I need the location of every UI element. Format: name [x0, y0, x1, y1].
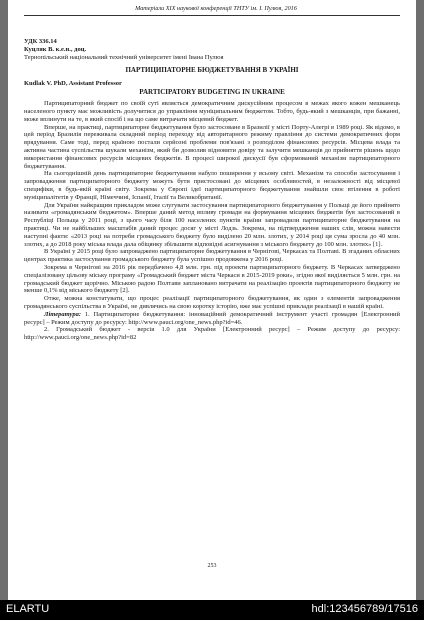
repository-label: ELARTU [6, 603, 50, 615]
paragraph-4: Для України найкращим прикладом може слугувати застосування партиципаторного бюджетування у Польщі де його прийнято називати «громадянським бюджетом». Вперше даний метод впливу громади на формування місцевих бюджетів був застосований в Республіці Польща у 2011 році, з цього часу біля 100 населених пунктів країни запровадили партиципаторне бюджетування на практиці. Чи не найбільших масштабів даний процес досяг у місті Лодзь. Зокрема, на підтвердження наших слів, можна навести наступні факти: «2013 році на потреби громадського бюджету було виділено 20 млн. злотих, у 2014 році ця сума зросла до 40 млн. злотих, а до 2018 року міська влада дала обіцянку збільшити відповідні асигнування з міського бюджету до 100 млн. злотих» [1]. [24, 201, 400, 248]
paragraph-2: Вперше, на практиці, партиципаторне бюджетування було застосоване в Бразилії у місті Порту-Алегрі в 1989 році. Як відомо, в цей період Бразилія переживала складний період переходу від авторитарного режиму правління до системи демократичних форм врядування. Саме тоді, перед країною постали серйозні проблеми пов'язані з розподілом фінансових ресурсів. Місцева влада та активна частина суспільства шукали механізм, який би дозволив відновити довіру та залучити мешканців до прийняття рішень щодо використання фінансових ресурсів місцевих бюджетів. В процесі широкої дискусії був сформований механізм партиципаторного бюджетування. [24, 123, 400, 170]
page-number: 253 [207, 563, 217, 569]
literature-item-2: 2. Громадський бюджет - версія 1.0 для України [Електронний ресурс] – Режим доступу до ресурсу: http://www.pauci.org/one_news.php?id=82 [24, 326, 400, 342]
author-en: Kudlak V. PhD, Assistant Professor [24, 80, 122, 88]
paragraph-6: Зокрема в Чернігові на 2016 рік передбачено 4,8 млн. грн. під проекти партиципаторного бюджету. В Черкасах затверджено спеціалізовану цільову міську програму «Громадський бюджет міста Черкаси в 2015-2019 роки», згідно якої виділяється 5 млн. грн. на громадський бюджет щорічно. Міською радою Полтави заплановано витрачати на реалізацію проектів партиципаторного бюджету не менше 0,1% від міського бюджету [2]. [24, 263, 400, 295]
author-ua: Куцляк В. к.е.н., доц. [24, 45, 87, 53]
header-divider [24, 15, 400, 16]
literature-item-1 [24, 311, 400, 327]
paragraph-3: На сьогоднішній день партиципаторне бюджетування набуло поширення у всьому світі. Механізм та способи застосування і запровадження партиципаторного бюджету можуть бути пристосовані до місцевих особливостей, в незалежності від місцевої специфіки, в будь-якій країні світу. Зокрема у Європі ідеї партиципаторного бюджетування знайшли своє втілення в роботі муніципалітетів у Франції, Німеччині, Іспанії, Італії та Великобританії. [24, 170, 400, 201]
document-page [8, 0, 416, 600]
udk-code: УДК 336.14 [24, 38, 57, 45]
handle-label: hdl:123456789/17516 [311, 603, 418, 615]
paragraph-7: Отже, можна констатувати, що процес реалізації партиципаторного бюджетування, як один з елементів запровадження громадянського суспільства в Україні, не дивлячись на свою коротку історію, вже має успішні приклади реалізації в нашій країні. [24, 295, 400, 310]
title-ua: ПАРТИЦИПАТОРНЕ БЮДЖЕТУВАННЯ В УКРАЇНІ [125, 66, 299, 75]
literature-label: Література: [44, 310, 81, 318]
literature-text-1: 1. Партиципаторне бюджетування: інноваційний демократичний інструмент участі громадян [Електронний ресурс] – Режим доступу до ресурсу: http://www.pauci.org/one_news.php?id=46. [24, 310, 401, 326]
paragraph-5: В Україні у 2015 році було запроваджено партиципаторне бюджетування в Чернігові, Черкасах та Полтаві. В згаданих обласних центрах практика застосування громадського бюджету була успішно продовжена у 2016 році. [24, 248, 400, 264]
title-en: PARTICIPATORY BUDGETING IN UKRAINE [139, 88, 285, 97]
running-header: Матеріали XIX наукової конференції ТНТУ ім. І. Пулюя, 2016 [135, 5, 297, 12]
viewer-footer-bar [0, 600, 424, 620]
affiliation-ua: Тернопільський національний технічний університет імені Івана Пулюя [24, 53, 224, 61]
article-body [24, 38, 400, 342]
paragraph-1: Партиципаторний бюджет по своїй суті являється демократичним дискусійним процесом в межах якого кожен мешканець населеного пункту має можливість долучитися до управління муніципальним бюджетом. Тобто, будь-який з мешканців, при бажанні, може вплинути на те, в який спосіб і на що саме витрачати місцевий бюджет. [24, 100, 400, 123]
